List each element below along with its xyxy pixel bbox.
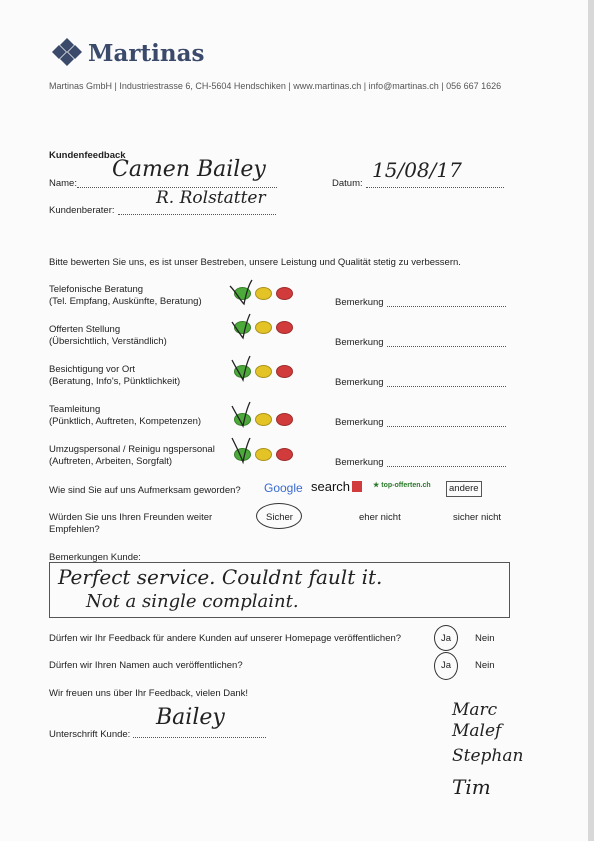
sad-face-icon[interactable] (276, 448, 293, 461)
rating-row (49, 284, 202, 308)
remark-label: Bemerkung (335, 417, 384, 428)
rating-title: Umzugspersonal / Reinigu ngspersonal (49, 444, 215, 455)
date-value: 15/08/17 (372, 158, 462, 182)
top-offerten-logo[interactable] (373, 481, 431, 489)
rating-title: Besichtigung vor Ort (49, 364, 136, 375)
source-andere[interactable]: andere (446, 481, 482, 497)
source-question: Wie sind Sie auf uns Aufmerksam geworden? (49, 485, 241, 496)
rating-title: Telefonische Beratung (49, 284, 144, 295)
remark-line[interactable] (387, 376, 506, 387)
publish-question: Dürfen wir Ihr Feedback für andere Kunden auf unserer Homepage veröffentlichen? (49, 633, 402, 644)
staff-name: Tim (452, 775, 491, 799)
remark-line[interactable] (387, 336, 506, 347)
remark-label: Bemerkung (335, 377, 384, 388)
recommend-option-eher-nicht[interactable]: eher nicht (359, 512, 401, 523)
staff-name: Marc (452, 700, 498, 720)
name-value: Camen Bailey (112, 157, 266, 182)
page-edge (588, 0, 594, 841)
signature-value: Bailey (156, 705, 225, 730)
rating-sub: (Übersichtlich, Verständlich) (49, 336, 167, 347)
rating-sub: (Beratung, Info's, Pünktlichkeit) (49, 376, 181, 387)
publish-no[interactable]: Nein (475, 633, 495, 644)
sad-face-icon[interactable] (276, 321, 293, 334)
rating-sub: (Pünktlich, Auftreten, Kompetenzen) (49, 416, 202, 427)
remark-label: Bemerkung (335, 337, 384, 348)
staff-name: Stephan (452, 746, 524, 766)
customer-remarks-line2: Not a single complaint. (86, 591, 299, 612)
rating-row (49, 404, 201, 428)
search-logo[interactable]: search (311, 479, 351, 494)
recommend-option-sicher[interactable]: Sicher (266, 512, 293, 523)
recommend-question: Würden Sie uns Ihren Freunden weiter Empfehlen? (49, 512, 213, 535)
remark-line[interactable] (387, 416, 506, 427)
rating-title: Offerten Stellung (49, 324, 121, 335)
google-logo[interactable]: Google (264, 481, 303, 495)
sad-face-icon[interactable] (276, 413, 293, 426)
customer-remarks-label: Bemerkungen Kunde: (49, 552, 141, 563)
remark-label: Bemerkung (335, 457, 384, 468)
logo-icon (52, 38, 82, 66)
rating-row (49, 324, 167, 348)
selection-circle (434, 625, 458, 651)
sad-face-icon[interactable] (276, 365, 293, 378)
company-header: Martinas GmbH | Industriestrasse 6, CH-5604 Hendschiken | www.martinas.ch | info@martinas.ch | 056 667 1626 (49, 81, 502, 91)
thanks-text: Wir freuen uns über Ihr Feedback, vielen Dank! (49, 688, 249, 699)
remark-label: Bemerkung (335, 297, 384, 308)
rating-sub: (Auftreten, Arbeiten, Sorgfalt) (49, 456, 173, 467)
search-logo-mark (352, 481, 362, 492)
date-label: Datum: (332, 178, 363, 189)
form-title: Kundenfeedback (49, 150, 126, 161)
intro-text: Bitte bewerten Sie uns, es ist unser Bestreben, unsere Leistung und Qualität stetig zu verbessern. (49, 257, 461, 268)
rating-sub: (Tel. Empfang, Auskünfte, Beratung) (49, 296, 202, 307)
advisor-value: R. Rolstatter (156, 188, 266, 208)
name-publish-no[interactable]: Nein (475, 660, 495, 671)
rating-row (49, 364, 180, 388)
staff-name: Malef (452, 721, 502, 741)
top-offerten-text: top-offerten.ch (381, 482, 431, 489)
recommend-option-sicher-nicht[interactable]: sicher nicht (453, 512, 502, 523)
name-publish-question: Dürfen wir Ihren Namen auch veröffentlichen? (49, 660, 243, 671)
signature-label: Unterschrift Kunde: (49, 729, 131, 740)
sad-face-icon[interactable] (276, 287, 293, 300)
remark-line[interactable] (387, 456, 506, 467)
advisor-label: Kundenberater: (49, 205, 115, 216)
rating-row (49, 444, 215, 468)
selection-circle (256, 503, 302, 529)
star-icon: ★ (373, 482, 380, 489)
publish-yes[interactable]: Ja (441, 633, 452, 644)
customer-remarks-line1: Perfect service. Couldnt fault it. (58, 565, 383, 589)
remark-line[interactable] (387, 296, 506, 307)
check-marks (226, 278, 262, 478)
company-logo (52, 38, 82, 71)
name-publish-yes[interactable]: Ja (441, 660, 452, 671)
logo-text: Martinas (88, 40, 205, 67)
name-label: Name: (49, 178, 77, 189)
rating-title: Teamleitung (49, 404, 101, 415)
selection-circle (434, 652, 458, 680)
